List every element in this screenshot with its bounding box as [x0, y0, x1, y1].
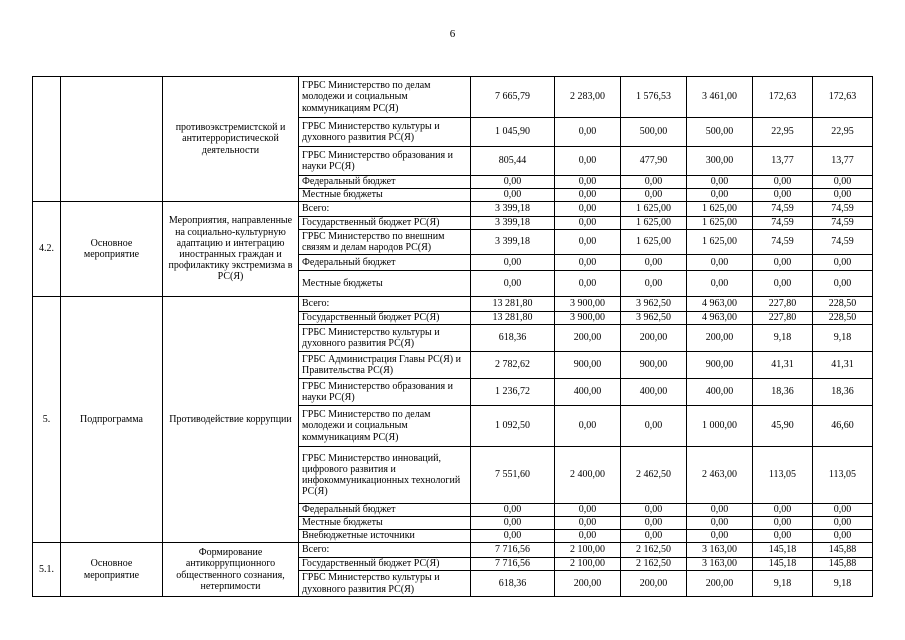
amount-cell: 13 281,80 [471, 312, 555, 325]
amount-cell: 2 162,50 [621, 558, 687, 571]
funding-source: ГРБС Министерство по делам молодежи и социальным коммуникациям РС(Я) [299, 406, 471, 447]
table-row [33, 77, 873, 118]
amount-cell: 2 100,00 [555, 543, 621, 558]
amount-cell: 0,00 [555, 118, 621, 147]
amount-cell: 172,63 [753, 77, 813, 118]
amount-cell: 200,00 [621, 325, 687, 352]
amount-cell: 2 782,62 [471, 352, 555, 379]
amount-cell: 7 665,79 [471, 77, 555, 118]
amount-cell: 9,18 [753, 325, 813, 352]
amount-cell: 0,00 [555, 202, 621, 217]
amount-cell: 2 162,50 [621, 543, 687, 558]
funding-source: Государственный бюджет РС(Я) [299, 312, 471, 325]
amount-cell: 0,00 [687, 189, 753, 202]
amount-cell: 2 462,50 [621, 447, 687, 504]
amount-cell: 500,00 [687, 118, 753, 147]
amount-cell: 0,00 [753, 504, 813, 517]
amount-cell: 0,00 [753, 189, 813, 202]
amount-cell: 4 963,00 [687, 312, 753, 325]
budget-table-body [33, 77, 873, 597]
amount-cell: 0,00 [471, 189, 555, 202]
amount-cell: 1 000,00 [687, 406, 753, 447]
amount-cell: 300,00 [687, 147, 753, 176]
funding-source: ГРБС Министерство инноваций, цифрового развития и инфокоммуникационных технологий РС(Я) [299, 447, 471, 504]
amount-cell: 0,00 [471, 530, 555, 543]
funding-source: Всего: [299, 543, 471, 558]
amount-cell: 13 281,80 [471, 297, 555, 312]
amount-cell: 74,59 [813, 230, 873, 255]
amount-cell: 1 625,00 [621, 230, 687, 255]
amount-cell: 0,00 [753, 517, 813, 530]
amount-cell: 41,31 [753, 352, 813, 379]
amount-cell: 74,59 [813, 217, 873, 230]
amount-cell: 0,00 [555, 530, 621, 543]
amount-cell: 1 576,53 [621, 77, 687, 118]
row-type: Подпрограмма [61, 297, 163, 543]
amount-cell: 805,44 [471, 147, 555, 176]
amount-cell: 3 399,18 [471, 230, 555, 255]
amount-cell: 400,00 [555, 379, 621, 406]
amount-cell: 0,00 [813, 255, 873, 271]
funding-source: ГРБС Министерство по делам молодежи и социальным коммуникациям РС(Я) [299, 77, 471, 118]
funding-source: Всего: [299, 202, 471, 217]
amount-cell: 900,00 [687, 352, 753, 379]
amount-cell: 3 399,18 [471, 202, 555, 217]
amount-cell: 900,00 [555, 352, 621, 379]
amount-cell: 228,50 [813, 297, 873, 312]
funding-source: Местные бюджеты [299, 517, 471, 530]
funding-source: ГРБС Министерство культуры и духовного развития РС(Я) [299, 571, 471, 597]
amount-cell: 9,18 [813, 571, 873, 597]
amount-cell: 0,00 [621, 530, 687, 543]
amount-cell: 74,59 [753, 230, 813, 255]
amount-cell: 3 163,00 [687, 543, 753, 558]
amount-cell: 0,00 [621, 271, 687, 297]
funding-source: Внебюджетные источники [299, 530, 471, 543]
table-row [33, 202, 873, 217]
amount-cell: 1 625,00 [621, 217, 687, 230]
amount-cell: 0,00 [813, 189, 873, 202]
amount-cell: 3 962,50 [621, 297, 687, 312]
amount-cell: 113,05 [753, 447, 813, 504]
amount-cell: 74,59 [813, 202, 873, 217]
amount-cell: 0,00 [555, 255, 621, 271]
amount-cell: 45,90 [753, 406, 813, 447]
amount-cell: 0,00 [471, 271, 555, 297]
amount-cell: 0,00 [621, 406, 687, 447]
amount-cell: 145,18 [753, 543, 813, 558]
amount-cell: 3 900,00 [555, 297, 621, 312]
funding-source: Местные бюджеты [299, 189, 471, 202]
amount-cell: 0,00 [555, 517, 621, 530]
amount-cell: 1 236,72 [471, 379, 555, 406]
amount-cell: 1 625,00 [687, 217, 753, 230]
amount-cell: 0,00 [621, 255, 687, 271]
amount-cell: 0,00 [555, 176, 621, 189]
funding-source: Всего: [299, 297, 471, 312]
amount-cell: 200,00 [687, 325, 753, 352]
amount-cell: 4 963,00 [687, 297, 753, 312]
page-number: 6 [449, 28, 456, 40]
amount-cell: 0,00 [813, 517, 873, 530]
amount-cell: 0,00 [753, 255, 813, 271]
amount-cell: 1 625,00 [687, 230, 753, 255]
row-number: 4.2. [33, 202, 61, 297]
amount-cell: 0,00 [555, 406, 621, 447]
amount-cell: 22,95 [813, 118, 873, 147]
amount-cell: 7 716,56 [471, 558, 555, 571]
amount-cell: 41,31 [813, 352, 873, 379]
funding-source: ГРБС Министерство культуры и духовного развития РС(Я) [299, 118, 471, 147]
amount-cell: 0,00 [471, 176, 555, 189]
row-name: Противодействие коррупции [163, 297, 299, 543]
amount-cell: 0,00 [621, 189, 687, 202]
amount-cell: 0,00 [813, 530, 873, 543]
amount-cell: 22,95 [753, 118, 813, 147]
amount-cell: 0,00 [753, 530, 813, 543]
amount-cell: 113,05 [813, 447, 873, 504]
row-name: Мероприятия, направленные на социально-культурную адаптацию и интеграцию иностранных граждан и профилактику экстремизма в РС(Я) [163, 202, 299, 297]
amount-cell: 9,18 [753, 571, 813, 597]
amount-cell: 74,59 [753, 217, 813, 230]
amount-cell: 18,36 [813, 379, 873, 406]
funding-source: ГРБС Министерство образования и науки РС(Я) [299, 147, 471, 176]
amount-cell: 400,00 [621, 379, 687, 406]
amount-cell: 0,00 [555, 271, 621, 297]
funding-source: ГРБС Администрация Главы РС(Я) и Правительства РС(Я) [299, 352, 471, 379]
funding-source: ГРБС Министерство образования и науки РС(Я) [299, 379, 471, 406]
amount-cell: 2 400,00 [555, 447, 621, 504]
amount-cell: 1 092,50 [471, 406, 555, 447]
row-number: 5. [33, 297, 61, 543]
amount-cell: 3 461,00 [687, 77, 753, 118]
amount-cell: 200,00 [687, 571, 753, 597]
amount-cell: 172,63 [813, 77, 873, 118]
amount-cell: 0,00 [687, 517, 753, 530]
amount-cell: 200,00 [555, 325, 621, 352]
amount-cell: 0,00 [813, 271, 873, 297]
amount-cell: 3 399,18 [471, 217, 555, 230]
amount-cell: 145,18 [753, 558, 813, 571]
table-row [33, 543, 873, 558]
amount-cell: 18,36 [753, 379, 813, 406]
amount-cell: 0,00 [621, 176, 687, 189]
row-type: Основное мероприятие [61, 543, 163, 597]
amount-cell: 74,59 [753, 202, 813, 217]
amount-cell: 618,36 [471, 571, 555, 597]
row-number: 5.1. [33, 543, 61, 597]
amount-cell: 2 100,00 [555, 558, 621, 571]
funding-source: Государственный бюджет РС(Я) [299, 217, 471, 230]
amount-cell: 0,00 [813, 176, 873, 189]
row-type: Основное мероприятие [61, 202, 163, 297]
amount-cell: 145,88 [813, 543, 873, 558]
funding-source: ГРБС Министерство культуры и духовного развития РС(Я) [299, 325, 471, 352]
amount-cell: 0,00 [471, 504, 555, 517]
amount-cell: 2 463,00 [687, 447, 753, 504]
funding-source: Государственный бюджет РС(Я) [299, 558, 471, 571]
amount-cell: 0,00 [621, 504, 687, 517]
amount-cell: 228,50 [813, 312, 873, 325]
amount-cell: 0,00 [471, 255, 555, 271]
amount-cell: 0,00 [687, 504, 753, 517]
table-row [33, 297, 873, 312]
amount-cell: 200,00 [555, 571, 621, 597]
row-number [33, 77, 61, 202]
amount-cell: 3 163,00 [687, 558, 753, 571]
amount-cell: 0,00 [687, 255, 753, 271]
amount-cell: 0,00 [555, 189, 621, 202]
funding-source: ГРБС Министерство по внешним связям и делам народов РС(Я) [299, 230, 471, 255]
amount-cell: 0,00 [555, 217, 621, 230]
amount-cell: 1 045,90 [471, 118, 555, 147]
budget-table [32, 76, 873, 597]
amount-cell: 0,00 [687, 176, 753, 189]
amount-cell: 46,60 [813, 406, 873, 447]
funding-source: Федеральный бюджет [299, 176, 471, 189]
amount-cell: 477,90 [621, 147, 687, 176]
amount-cell: 0,00 [687, 271, 753, 297]
amount-cell: 7 551,60 [471, 447, 555, 504]
amount-cell: 0,00 [621, 517, 687, 530]
amount-cell: 0,00 [555, 230, 621, 255]
amount-cell: 3 900,00 [555, 312, 621, 325]
amount-cell: 2 283,00 [555, 77, 621, 118]
row-name: противоэкстремистской и антитеррористической деятельности [163, 77, 299, 202]
amount-cell: 7 716,56 [471, 543, 555, 558]
amount-cell: 227,80 [753, 297, 813, 312]
amount-cell: 0,00 [687, 530, 753, 543]
amount-cell: 13,77 [813, 147, 873, 176]
amount-cell: 0,00 [813, 504, 873, 517]
amount-cell: 0,00 [471, 517, 555, 530]
amount-cell: 227,80 [753, 312, 813, 325]
row-type [61, 77, 163, 202]
amount-cell: 145,88 [813, 558, 873, 571]
funding-source: Федеральный бюджет [299, 504, 471, 517]
amount-cell: 200,00 [621, 571, 687, 597]
amount-cell: 1 625,00 [687, 202, 753, 217]
funding-source: Федеральный бюджет [299, 255, 471, 271]
row-name: Формирование антикоррупционного общественного сознания, нетерпимости [163, 543, 299, 597]
funding-source: Местные бюджеты [299, 271, 471, 297]
amount-cell: 618,36 [471, 325, 555, 352]
amount-cell: 0,00 [753, 271, 813, 297]
amount-cell: 13,77 [753, 147, 813, 176]
amount-cell: 0,00 [753, 176, 813, 189]
amount-cell: 400,00 [687, 379, 753, 406]
amount-cell: 3 962,50 [621, 312, 687, 325]
amount-cell: 0,00 [555, 147, 621, 176]
amount-cell: 900,00 [621, 352, 687, 379]
amount-cell: 500,00 [621, 118, 687, 147]
amount-cell: 9,18 [813, 325, 873, 352]
amount-cell: 0,00 [555, 504, 621, 517]
amount-cell: 1 625,00 [621, 202, 687, 217]
